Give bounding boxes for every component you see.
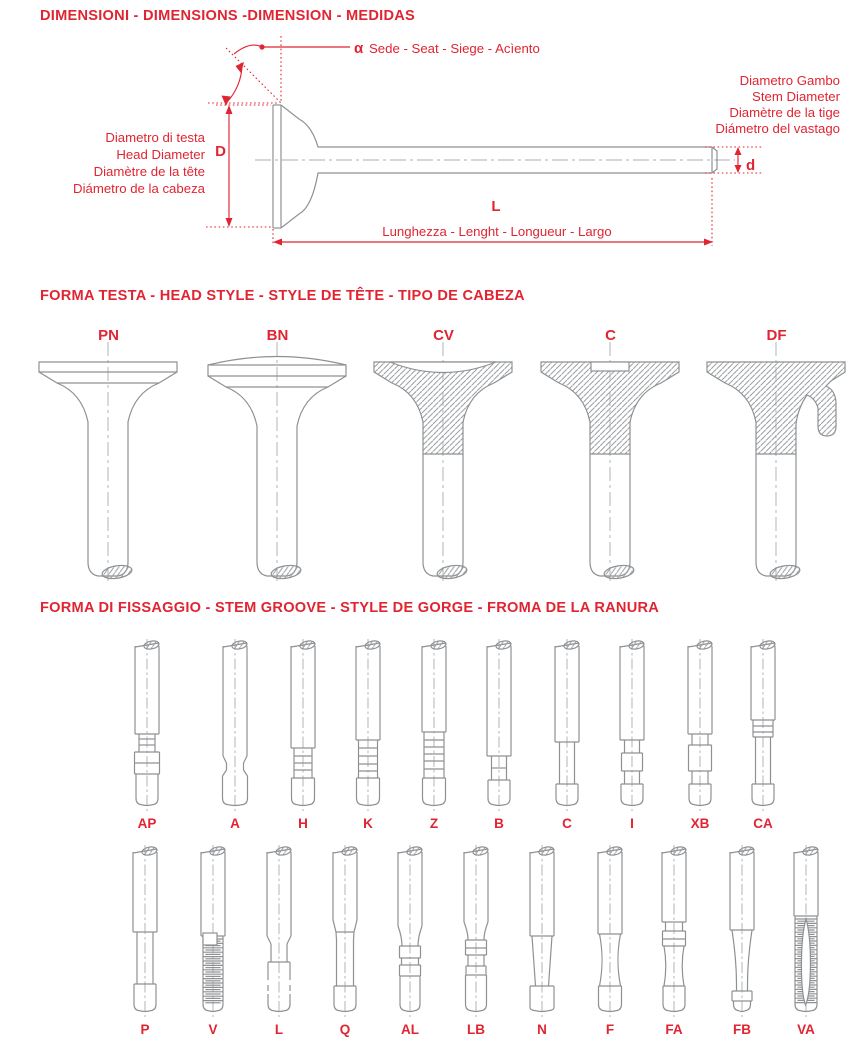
- alpha-symbol: α: [354, 40, 364, 57]
- stem-groove-label: AP: [137, 816, 157, 831]
- stem-groove-label: A: [230, 816, 240, 831]
- stem-groove-label: P: [140, 1022, 150, 1037]
- stem-diameter-line-3: Diámetro del vastago: [715, 121, 840, 136]
- dimension-diagram: [50, 28, 850, 263]
- stem-groove-figure: [448, 842, 504, 1020]
- stem-groove-figure: [539, 636, 595, 814]
- dimensions-title: DIMENSIONI - DIMENSIONS -DIMENSION - MEDIDAS: [40, 8, 416, 24]
- stem-groove-title: FORMA DI FISSAGGIO - STEM GROOVE - STYLE DE GORGE - FROMA DE LA RANURA: [40, 600, 660, 616]
- stem-groove-figure: [275, 636, 331, 814]
- stem-groove-figure: [582, 842, 638, 1020]
- stem-groove-label: F: [605, 1022, 615, 1037]
- head-style-figure-pn: [21, 336, 196, 588]
- stem-diameter-line-2: Diamètre de la tige: [729, 105, 840, 120]
- head-diameter-line-2: Diamètre de la tête: [93, 164, 205, 179]
- stem-groove-figure: [185, 842, 241, 1020]
- stem-groove-label: FB: [733, 1022, 751, 1037]
- seat-annotation: Sede - Seat - Siege - Acìento: [369, 41, 540, 56]
- head-style-label: C: [605, 327, 616, 344]
- stem-groove-label: Z: [429, 816, 439, 831]
- head-style-label: CV: [433, 327, 454, 344]
- stem-groove-figure: [735, 636, 791, 814]
- stem-groove-figure: [714, 842, 770, 1020]
- stem-groove-figure: [382, 842, 438, 1020]
- stem-groove-label: Q: [339, 1022, 351, 1037]
- stem-groove-label: H: [298, 816, 308, 831]
- head-style-figure-df: [689, 336, 860, 588]
- stem-diameter-line-1: Stem Diameter: [752, 89, 840, 104]
- stem-groove-figure: [119, 636, 175, 814]
- length-annotation: Lunghezza - Lenght - Longueur - Largo: [382, 224, 612, 239]
- head-diameter-line-0: Diametro di testa: [105, 130, 205, 145]
- stem-groove-figure: [672, 636, 728, 814]
- head-style-figure-cv: [356, 336, 531, 588]
- head-diameter-line-3: Diámetro de la cabeza: [73, 181, 205, 196]
- stem-diameter-line-0: Diametro Gambo: [739, 73, 840, 88]
- seat-angle-construction: [208, 36, 350, 106]
- stem-groove-label: K: [363, 816, 373, 831]
- stem-groove-label: B: [494, 816, 504, 831]
- head-style-figure-c: [523, 336, 698, 588]
- stem-groove-figure: [207, 636, 263, 814]
- stem-groove-figure: [646, 842, 702, 1020]
- stem-groove-label: I: [630, 816, 634, 831]
- head-style-figure-bn: [190, 336, 365, 588]
- stem-groove-label: C: [562, 816, 572, 831]
- stem-diameter-symbol: d: [746, 157, 756, 174]
- stem-groove-figure: [471, 636, 527, 814]
- stem-groove-label: N: [537, 1022, 547, 1037]
- head-style-label: DF: [766, 327, 787, 344]
- head-style-title: FORMA TESTA - HEAD STYLE - STYLE DE TÊTE - TIPO DE CABEZA: [40, 288, 525, 304]
- head-diameter-symbol: D: [215, 143, 226, 160]
- head-style-label: BN: [266, 327, 289, 344]
- stem-groove-label: CA: [753, 816, 773, 831]
- stem-groove-figure: [117, 842, 173, 1020]
- head-style-label: PN: [98, 327, 119, 344]
- stem-groove-label: V: [208, 1022, 218, 1037]
- stem-groove-label: L: [274, 1022, 284, 1037]
- stem-groove-label: AL: [401, 1022, 419, 1037]
- stem-groove-figure: [251, 842, 307, 1020]
- head-diameter-dimension: [206, 105, 271, 227]
- stem-groove-figure: [406, 636, 462, 814]
- stem-groove-figure: [317, 842, 373, 1020]
- stem-groove-figure: [778, 842, 834, 1020]
- stem-groove-label: XB: [690, 816, 710, 831]
- stem-groove-figure: [514, 842, 570, 1020]
- stem-groove-figure: [604, 636, 660, 814]
- stem-groove-figure: [340, 636, 396, 814]
- head-diameter-line-1: Head Diameter: [116, 147, 205, 162]
- stem-groove-label: FA: [665, 1022, 683, 1037]
- stem-groove-label: LB: [467, 1022, 485, 1037]
- stem-groove-label: VA: [797, 1022, 815, 1037]
- length-symbol: L: [491, 198, 501, 215]
